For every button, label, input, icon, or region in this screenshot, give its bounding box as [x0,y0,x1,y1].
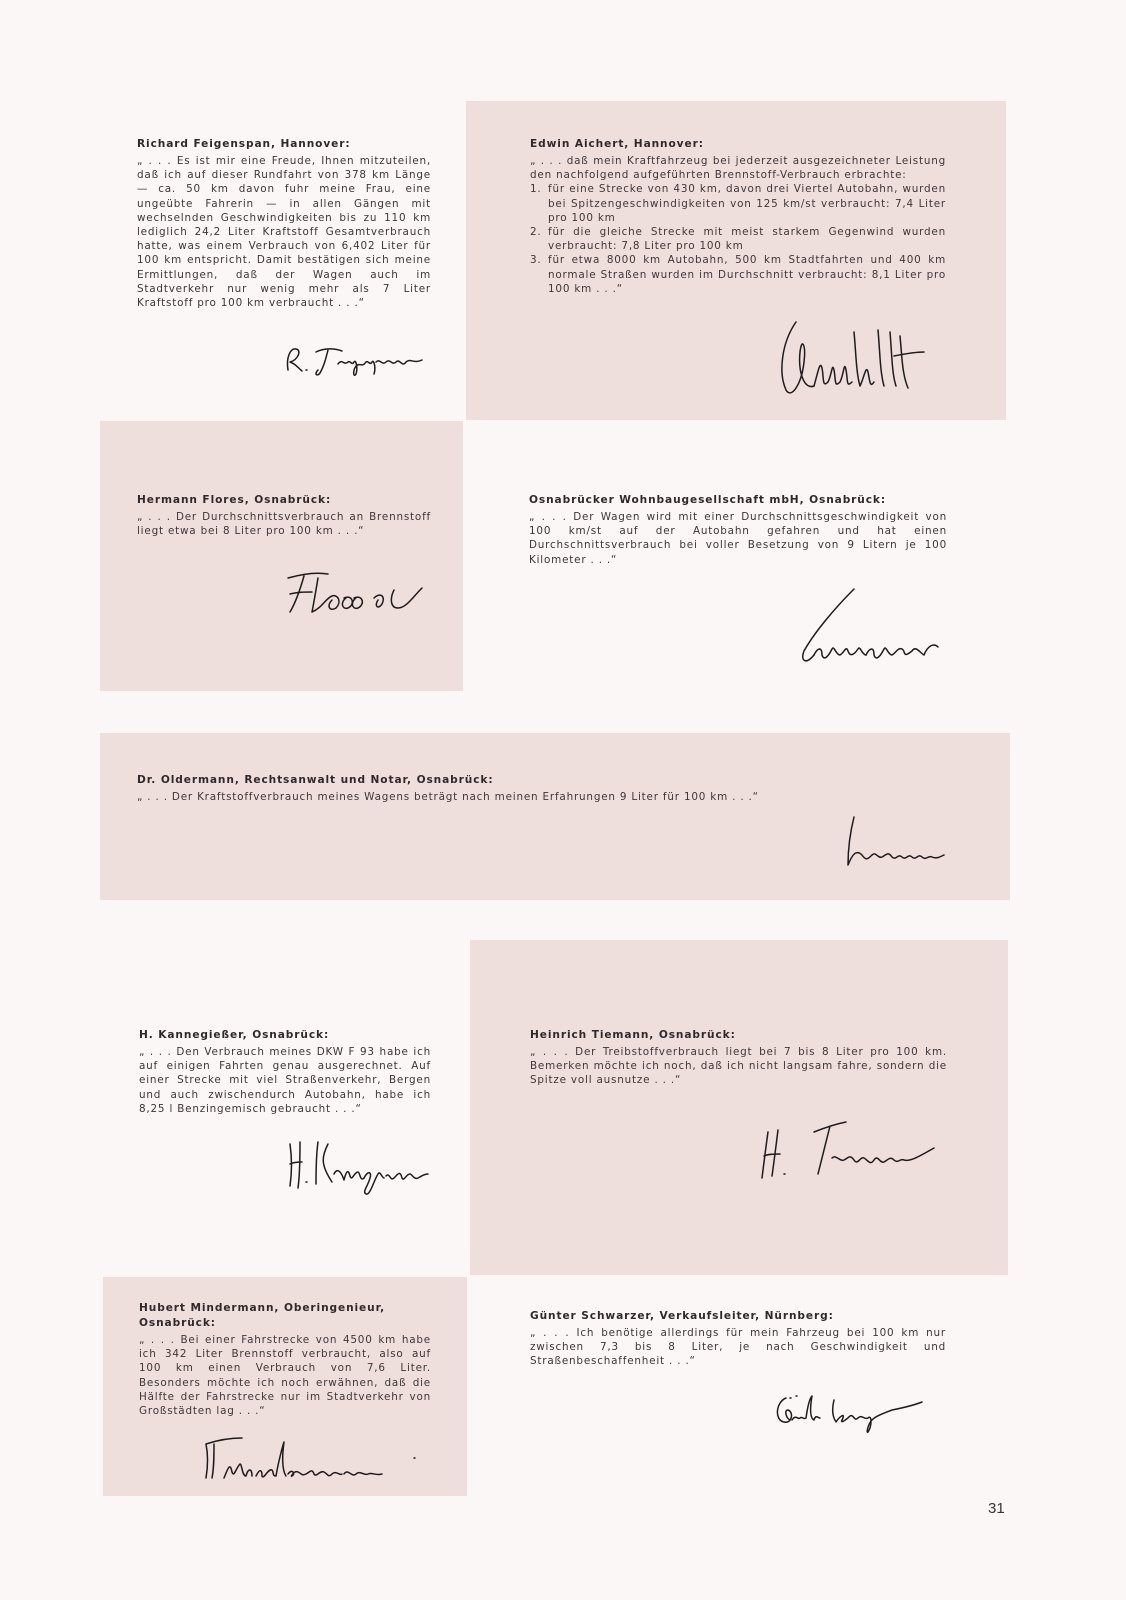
signature-kannegiesser [286,1134,436,1198]
quote-text: „ . . . Es ist mir eine Freude, Ihnen mitzuteilen, daß ich auf dieser Rundfahrt von 378 km Länge — ca. 50 km davon fuhr meine Frau, eine ungeübte Fahrerin — in allen Gängen mit wechselnden Geschwindigkeiten bis zu 110 km lediglich 24,2 Liter Kraftstoff Gesamtverbrauch hatte, was einem Verbrauch von 6,402 Liter für 100 km entspricht. Damit bestätigen sich meine Ermittlungen, daß der Wagen auch im Stadtverkehr nur wenig mehr als 7 Liter Kraftstoff pro 100 km verbraucht . . .“ [137,155,431,310]
testimonial-mindermann [139,1301,431,1418]
panel-flores [100,421,463,691]
quote-text: „ . . . Der Durchschnittsverbrauch an Brennstoff liegt etwa bei 8 Liter pro 100 km . . .“ [137,511,431,538]
signature-schwarzer [772,1390,942,1438]
testimonial-aichert [530,137,946,296]
signature-mindermann [202,1434,432,1488]
author-name: Richard Feigenspan, Hannover: [137,138,351,150]
testimonial-wohnbau [529,493,947,567]
list-item: 3. für etwa 8000 km Autobahn, 500 km Stadtfahrten und 400 km normale Straßen wurden im Durchschnitt verbraucht: 8,1 Liter pro 100 km . . .“ [530,254,946,295]
author-name: H. Kannegießer, Osnabrück: [139,1029,330,1041]
signature-oldermann [844,815,954,875]
panel-tiemann [470,940,1008,1275]
quote-text: „ . . . Der Kraftstoffverbrauch meines Wagens beträgt nach meinen Erfahrungen 9 Liter für 100 km . . .“ [137,791,759,803]
testimonial-oldermann [137,773,957,804]
testimonial-schwarzer [530,1309,946,1369]
testimonial-feigenspan [137,137,431,310]
quote-text: „ . . . Der Wagen wird mit einer Durchschnittsgeschwindigkeit von 100 km/st auf der Autobahn gefahren und hat einen Durchschnittsverbrauch bei voller Besetzung von 9 Litern je 100 Kilometer . . .“ [529,511,947,566]
quote-text: „ . . . Ich benötige allerdings für mein Fahrzeug bei 100 km nur zwischen 7,3 bis 8 Liter, je nach Geschwindigkeit und Straßenbeschaffenheit . . .“ [530,1327,946,1368]
author-name: Günter Schwarzer, Verkaufsleiter, Nürnberg: [530,1310,834,1322]
author-name: Edwin Aichert, Hannover: [530,138,704,150]
signature-flores [282,568,432,622]
testimonial-kannegiesser [139,1028,431,1116]
page-number: 31 [988,1500,1005,1517]
author-name: Hubert Mindermann, Oberingenieur, Osnabrück: [139,1302,386,1329]
quote-text: „ . . . Den Verbrauch meines DKW F 93 habe ich auf einigen Fahrten genau ausgerechnet. Auf einer Strecke mit viel Straßenverkehr, Bergen und auch zwischendurch Autobahn, habe ich 8,25 l Benzingemisch gebraucht . . .“ [139,1046,431,1115]
author-name: Hermann Flores, Osnabrück: [137,494,332,506]
quote-intro: „ . . . daß mein Kraftfahrzeug bei jederzeit ausgezeichneter Leistung den nachfolgend aufgeführten Brennstoff-Verbrauch erbrachte: [530,155,946,182]
consumption-list [530,182,946,296]
quote-text: „ . . . Der Treibstoffverbrauch liegt bei 7 bis 8 Liter pro 100 km. Bemerken möchte ich noch, daß ich nicht langsam fahre, sondern die Spitze voll ausnutze . . .“ [530,1046,947,1087]
signature-wohnbau [794,585,954,679]
testimonial-flores [137,493,431,538]
testimonial-tiemann [530,1028,947,1088]
author-name: Osnabrücker Wohnbaugesellschaft mbH, Osnabrück: [529,494,887,506]
signature-aichert [774,312,954,406]
author-name: Heinrich Tiemann, Osnabrück: [530,1029,736,1041]
signature-tiemann [758,1118,958,1188]
signature-feigenspan [282,340,432,384]
list-item: 2. für die gleiche Strecke mit meist starkem Gegenwind wurden verbraucht: 7,8 Liter pro 100 km [530,226,946,253]
quote-text: „ . . . Bei einer Fahrstrecke von 4500 km habe ich 342 Liter Brennstoff verbraucht, also auf 100 km einen Verbrauch von 7,6 Liter. Besonders möchte ich noch erwähnen, daß die Hälfte der Fahrstrecke nur im Stadtverkehr von Großstädten lag . . .“ [139,1334,431,1418]
list-item: 1. für eine Strecke von 430 km, davon drei Viertel Autobahn, wurden bei Spitzengeschwindigkeiten von 125 km/st verbraucht: 7,4 Liter pro 100 km [530,183,946,224]
author-name: Dr. Oldermann, Rechtsanwalt und Notar, Osnabrück: [137,774,494,786]
